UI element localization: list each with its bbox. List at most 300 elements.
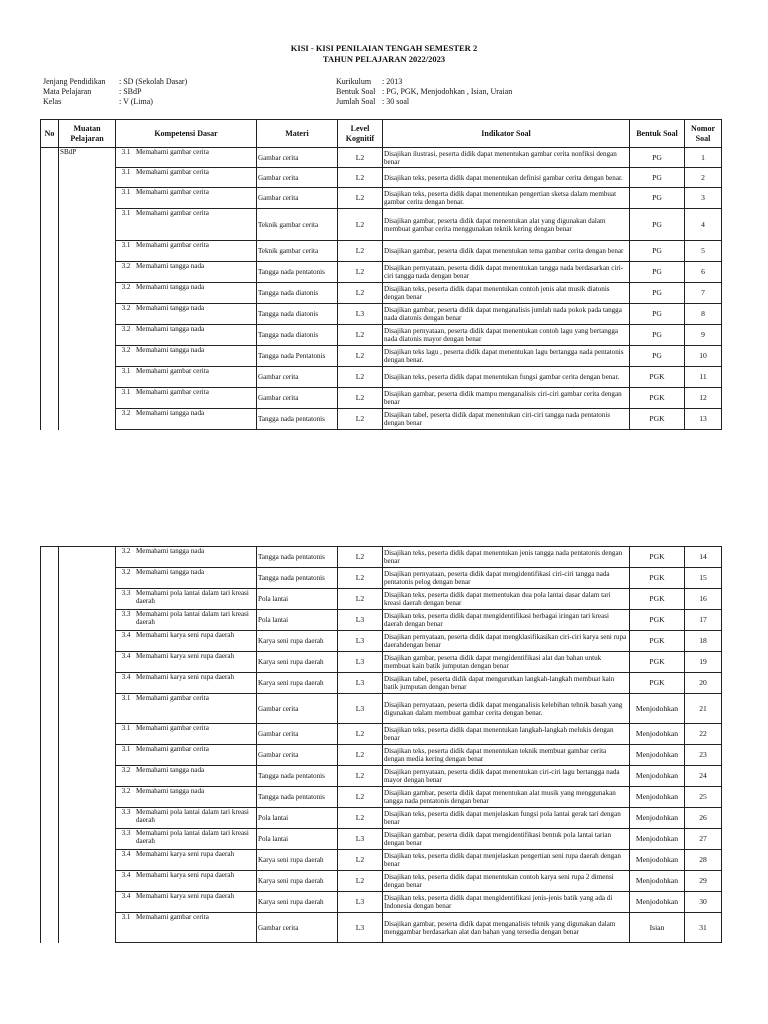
cell-muatan	[59, 188, 116, 209]
cell-indikator: Disajikan teks, peserta didik dapat mementukan dua pola lantai dasar dalam tari kreasi daerah dengan benar	[383, 589, 630, 610]
cell-bentuk-soal: Menjodohkan	[630, 892, 685, 913]
table-row	[41, 724, 722, 745]
cell-bentuk-soal: Isian	[630, 913, 685, 943]
cell-no	[41, 787, 59, 808]
cell-bentuk-soal: Menjodohkan	[630, 829, 685, 850]
cell-nomor-soal: 22	[685, 724, 722, 745]
kd-text: Memahami tangga nada	[136, 766, 205, 774]
kd-text: Memahami tangga nada	[136, 304, 205, 312]
cell-kompetensi-dasar	[116, 652, 257, 673]
kd-number: 3.4	[121, 652, 131, 660]
info-value: : SBdP	[119, 87, 142, 96]
cell-level: L3	[338, 694, 383, 724]
kd-text: Memahami tangga nada	[136, 409, 205, 417]
cell-no	[41, 808, 59, 829]
cell-bentuk-soal: PG	[630, 168, 685, 188]
cell-nomor-soal: 5	[685, 241, 722, 262]
table-row	[41, 808, 722, 829]
cell-materi: Gambar cerita	[257, 694, 338, 724]
cell-kompetensi-dasar	[116, 892, 257, 913]
table-row	[41, 787, 722, 808]
kd-text: Memahami pola lantai dalam tari kreasi daerah	[136, 808, 249, 824]
cell-no	[41, 168, 59, 188]
kd-number: 3.3	[121, 808, 131, 816]
cell-level: L2	[338, 568, 383, 589]
cell-nomor-soal: 14	[685, 547, 722, 568]
cell-kompetensi-dasar	[116, 631, 257, 652]
cell-materi: Gambar cerita	[257, 388, 338, 409]
cell-nomor-soal: 10	[685, 346, 722, 367]
kd-text: Memahami tangga nada	[136, 283, 205, 291]
cell-indikator: Disajikan pernyataan, peserta didik dapat mengidentifikasi ciri-ciri tangga nada pentatonis pelog dengan benar	[383, 568, 630, 589]
cell-level: L2	[338, 283, 383, 304]
cell-muatan	[59, 892, 116, 913]
cell-level: L3	[338, 610, 383, 631]
cell-no	[41, 766, 59, 787]
cell-no	[41, 673, 59, 694]
cell-nomor-soal: 23	[685, 745, 722, 766]
cell-kompetensi-dasar	[116, 589, 257, 610]
cell-no	[41, 209, 59, 241]
cell-level: L2	[338, 388, 383, 409]
table-row	[41, 262, 722, 283]
cell-bentuk-soal: PG	[630, 304, 685, 325]
cell-materi: Tangga nada pentatonis	[257, 787, 338, 808]
cell-bentuk-soal: Menjodohkan	[630, 766, 685, 787]
table-row	[41, 589, 722, 610]
table-row	[41, 892, 722, 913]
cell-level: L2	[338, 724, 383, 745]
cell-nomor-soal: 25	[685, 787, 722, 808]
info-left	[43, 77, 187, 107]
cell-level: L2	[338, 148, 383, 168]
cell-level: L3	[338, 892, 383, 913]
cell-no	[41, 589, 59, 610]
document-title-line2: TAHUN PELAJARAN 2022/2023	[322, 54, 446, 64]
table-row	[41, 694, 722, 724]
cell-kompetensi-dasar	[116, 871, 257, 892]
cell-materi: Karya seni rupa daerah	[257, 850, 338, 871]
cell-level: L3	[338, 913, 383, 943]
kisi-table-page2	[40, 546, 722, 943]
cell-materi: Gambar cerita	[257, 724, 338, 745]
kd-number: 3.2	[121, 325, 131, 333]
cell-muatan	[59, 325, 116, 346]
cell-materi: Teknik gambar cerita	[257, 241, 338, 262]
cell-muatan	[59, 652, 116, 673]
cell-no	[41, 409, 59, 430]
cell-kompetensi-dasar	[116, 168, 257, 188]
cell-muatan: SBdP	[59, 148, 116, 168]
cell-level: L2	[338, 409, 383, 430]
cell-indikator: Disajikan gambar, peserta didik mampu menganalisis ciri-ciri gambar cerita dengan benar	[383, 388, 630, 409]
cell-materi: Karya seni rupa daerah	[257, 631, 338, 652]
info-key: Jenjang Pendidikan	[43, 77, 106, 86]
cell-muatan	[59, 241, 116, 262]
cell-materi: Karya seni rupa daerah	[257, 673, 338, 694]
table-row	[41, 610, 722, 631]
cell-materi: Tangga nada pentatonis	[257, 409, 338, 430]
cell-level: L2	[338, 346, 383, 367]
cell-no	[41, 283, 59, 304]
cell-indikator: Disajikan teks, peserta didik dapat menentukan langkah-langkah melukis dengan benar	[383, 724, 630, 745]
info-value: : 30 soal	[382, 97, 410, 106]
cell-indikator: Disajikan pernyataan, peserta didik dapat menentukan contoh lagu yang bertangga nada diatonis mayor dengan benar	[383, 325, 630, 346]
table-row	[41, 325, 722, 346]
cell-indikator: Disajikan pernyataan, peserta didik dapat menganalisis kelebihan tehnik basah yang digunakan dalam membuat gambar cerita dengan benar.	[383, 694, 630, 724]
cell-materi: Gambar cerita	[257, 188, 338, 209]
cell-indikator: Disajikan gambar, peserta didik dapat menentukan alat yang digunakan dalam membuat gambar cerita menggunakan teknik kering dengan benar	[383, 209, 630, 241]
cell-muatan	[59, 409, 116, 430]
cell-nomor-soal: 13	[685, 409, 722, 430]
table-row	[41, 346, 722, 367]
table-row	[41, 209, 722, 241]
cell-indikator: Disajikan pernyataan, peserta didik dapat mengklasifikasikan ciri-ciri karya seni rupa daerahdengan benar	[383, 631, 630, 652]
cell-nomor-soal: 28	[685, 850, 722, 871]
cell-indikator: Disajikan gambar, peserta didik dapat mengidentifikasi alat dan bahan untuk membuat kain batik jumputan dengan benar	[383, 652, 630, 673]
kd-text: Memahami tangga nada	[136, 325, 205, 333]
cell-bentuk-soal: PG	[630, 209, 685, 241]
cell-kompetensi-dasar	[116, 188, 257, 209]
cell-no	[41, 367, 59, 388]
cell-nomor-soal: 26	[685, 808, 722, 829]
table-row	[41, 367, 722, 388]
cell-no	[41, 262, 59, 283]
cell-nomor-soal: 20	[685, 673, 722, 694]
cell-materi: Tangga nada diatonis	[257, 304, 338, 325]
cell-materi: Tangga nada pentatonis	[257, 262, 338, 283]
kd-text: Memahami karya seni rupa daerah	[136, 652, 235, 660]
cell-nomor-soal: 21	[685, 694, 722, 724]
cell-materi: Pola lantai	[257, 610, 338, 631]
table-row	[41, 148, 722, 168]
cell-bentuk-soal: Menjodohkan	[630, 745, 685, 766]
cell-level: L3	[338, 829, 383, 850]
table-row	[41, 283, 722, 304]
kd-text: Memahami gambar cerita	[136, 168, 209, 176]
cell-level: L2	[338, 168, 383, 188]
cell-level: L2	[338, 241, 383, 262]
cell-level: L2	[338, 209, 383, 241]
cell-kompetensi-dasar	[116, 829, 257, 850]
cell-kompetensi-dasar	[116, 304, 257, 325]
cell-bentuk-soal: PG	[630, 283, 685, 304]
kd-text: Memahami karya seni rupa daerah	[136, 673, 235, 681]
kd-text: Memahami tangga nada	[136, 787, 205, 795]
cell-nomor-soal: 27	[685, 829, 722, 850]
table-row	[41, 850, 722, 871]
cell-no	[41, 652, 59, 673]
kd-text: Memahami gambar cerita	[136, 209, 209, 217]
kd-number: 3.4	[121, 631, 131, 639]
kd-text: Memahami pola lantai dalam tari kreasi daerah	[136, 829, 249, 845]
kd-text: Memahami tangga nada	[136, 568, 205, 576]
cell-nomor-soal: 1	[685, 148, 722, 168]
table-row	[41, 745, 722, 766]
cell-nomor-soal: 2	[685, 168, 722, 188]
cell-nomor-soal: 24	[685, 766, 722, 787]
cell-kompetensi-dasar	[116, 262, 257, 283]
cell-kompetensi-dasar	[116, 766, 257, 787]
cell-no	[41, 388, 59, 409]
cell-level: L3	[338, 673, 383, 694]
cell-muatan	[59, 589, 116, 610]
cell-kompetensi-dasar	[116, 241, 257, 262]
cell-muatan	[59, 610, 116, 631]
cell-no	[41, 829, 59, 850]
cell-muatan	[59, 913, 116, 943]
info-key: Jumlah Soal	[336, 97, 376, 106]
cell-bentuk-soal: PGK	[630, 367, 685, 388]
kd-text: Memahami pola lantai dalam tari kreasi daerah	[136, 610, 249, 626]
document-title-line1: KISI - KISI PENILAIAN TENGAH SEMESTER 2	[290, 43, 478, 53]
col-header-nomor: Nomor Soal	[685, 120, 722, 148]
kd-text: Memahami gambar cerita	[136, 241, 209, 249]
cell-no	[41, 547, 59, 568]
cell-kompetensi-dasar	[116, 787, 257, 808]
cell-level: L2	[338, 262, 383, 283]
cell-level: L2	[338, 547, 383, 568]
info-value: : PG, PGK, Menjodohkan , Isian, Uraian	[382, 87, 513, 96]
cell-nomor-soal: 12	[685, 388, 722, 409]
cell-materi: Gambar cerita	[257, 913, 338, 943]
cell-bentuk-soal: Menjodohkan	[630, 694, 685, 724]
cell-no	[41, 346, 59, 367]
cell-kompetensi-dasar	[116, 325, 257, 346]
cell-materi: Gambar cerita	[257, 745, 338, 766]
cell-indikator: Disajikan gambar, peserta didik dapat menganalisis tehnik yang digunakan dalam menggambar berdasarkan alat dan bahan yang tersedia dengan benar	[383, 913, 630, 943]
table-row	[41, 652, 722, 673]
cell-no	[41, 610, 59, 631]
cell-indikator: Disajikan gambar, peserta didik dapat menentukan alat musik yang menggunakan tangga nada pentatonis dengan benar	[383, 787, 630, 808]
cell-indikator: Disajikan teks, peserta didik dapat mengidentifikasi jenis-jenis batik yang ada di Indonesia dengan benar	[383, 892, 630, 913]
cell-no	[41, 694, 59, 724]
cell-nomor-soal: 18	[685, 631, 722, 652]
cell-nomor-soal: 15	[685, 568, 722, 589]
cell-materi: Tangga nada diatonis	[257, 325, 338, 346]
cell-bentuk-soal: PGK	[630, 610, 685, 631]
cell-muatan	[59, 568, 116, 589]
info-value: : SD (Sekolah Dasar)	[119, 77, 188, 86]
kd-text: Memahami gambar cerita	[136, 724, 209, 732]
cell-muatan	[59, 547, 116, 568]
cell-materi: Gambar cerita	[257, 367, 338, 388]
table-row	[41, 304, 722, 325]
cell-level: L2	[338, 589, 383, 610]
cell-materi: Karya seni rupa daerah	[257, 892, 338, 913]
cell-muatan	[59, 850, 116, 871]
cell-no	[41, 850, 59, 871]
cell-level: L3	[338, 304, 383, 325]
table-row	[41, 388, 722, 409]
cell-level: L3	[338, 652, 383, 673]
cell-bentuk-soal: PGK	[630, 388, 685, 409]
table-row	[41, 631, 722, 652]
kd-text: Memahami karya seni rupa daerah	[136, 892, 235, 900]
cell-materi: Karya seni rupa daerah	[257, 652, 338, 673]
kd-text: Memahami gambar cerita	[136, 745, 209, 753]
info-value: : 2013	[382, 77, 403, 86]
cell-materi: Tangga nada pentatonis	[257, 547, 338, 568]
info-key: Kelas	[43, 97, 62, 106]
cell-materi: Gambar cerita	[257, 148, 338, 168]
cell-muatan	[59, 871, 116, 892]
col-header-indikator: Indikator Soal	[383, 120, 630, 148]
cell-nomor-soal: 11	[685, 367, 722, 388]
cell-bentuk-soal: Menjodohkan	[630, 787, 685, 808]
kd-text: Memahami gambar cerita	[136, 388, 209, 396]
cell-materi: Gambar cerita	[257, 168, 338, 188]
cell-level: L2	[338, 766, 383, 787]
cell-indikator: Disajikan ilustrasi, peserta didik dapat menentukan gambar cerita nonfiksi dengan benar	[383, 148, 630, 168]
kd-number: 3.3	[121, 829, 131, 837]
table-row	[41, 547, 722, 568]
cell-nomor-soal: 6	[685, 262, 722, 283]
cell-nomor-soal: 30	[685, 892, 722, 913]
cell-bentuk-soal: PG	[630, 262, 685, 283]
kd-text: Memahami gambar cerita	[136, 148, 209, 156]
kd-text: Memahami tangga nada	[136, 547, 205, 555]
col-header-level: Level Kognitif	[338, 120, 383, 148]
cell-level: L2	[338, 325, 383, 346]
kd-number: 3.2	[121, 568, 131, 576]
kd-number: 3.2	[121, 304, 131, 312]
cell-bentuk-soal: PGK	[630, 589, 685, 610]
cell-kompetensi-dasar	[116, 209, 257, 241]
kd-text: Memahami pola lantai dalam tari kreasi daerah	[136, 589, 249, 605]
kd-number: 3.1	[121, 188, 131, 196]
cell-indikator: Disajikan pernyataan, peserta didik dapat menentukan tangga nada berdasarkan ciri-ciri tangga nada dengan benar	[383, 262, 630, 283]
cell-indikator: Disajikan teks, peserta didik dapat mengidentifikasi berbagai iringan tari kreasi daerah dengan benar	[383, 610, 630, 631]
cell-level: L3	[338, 631, 383, 652]
cell-level: L2	[338, 745, 383, 766]
cell-nomor-soal: 17	[685, 610, 722, 631]
cell-kompetensi-dasar	[116, 724, 257, 745]
kd-text: Memahami gambar cerita	[136, 694, 209, 702]
cell-no	[41, 631, 59, 652]
cell-no	[41, 148, 59, 168]
cell-muatan	[59, 304, 116, 325]
kd-number: 3.4	[121, 673, 131, 681]
info-key: Mata Pelajaran	[43, 87, 92, 96]
cell-nomor-soal: 16	[685, 589, 722, 610]
table-row	[41, 188, 722, 209]
table-row	[41, 913, 722, 943]
cell-muatan	[59, 209, 116, 241]
cell-no	[41, 745, 59, 766]
cell-kompetensi-dasar	[116, 388, 257, 409]
cell-muatan	[59, 346, 116, 367]
table-row	[41, 241, 722, 262]
cell-kompetensi-dasar	[116, 850, 257, 871]
cell-indikator: Disajikan pernyataan, peserta didik dapat menentukan ciri-ciri lagu bertangga nada mayor dengan benar	[383, 766, 630, 787]
cell-materi: Tangga nada pentatonis	[257, 568, 338, 589]
kd-text: Memahami gambar cerita	[136, 913, 209, 921]
cell-kompetensi-dasar	[116, 694, 257, 724]
cell-muatan	[59, 367, 116, 388]
table-row	[41, 168, 722, 188]
info-value: : V (Lima)	[119, 97, 153, 106]
cell-bentuk-soal: PGK	[630, 568, 685, 589]
cell-bentuk-soal: PG	[630, 346, 685, 367]
cell-muatan	[59, 631, 116, 652]
cell-level: L2	[338, 871, 383, 892]
cell-no	[41, 568, 59, 589]
cell-bentuk-soal: Menjodohkan	[630, 871, 685, 892]
cell-indikator: Disajikan teks, peserta didik dapat menentukan contoh karya seni rupa 2 dimensi dengan benar	[383, 871, 630, 892]
kd-number: 3.2	[121, 346, 131, 354]
kd-number: 3.2	[121, 547, 131, 555]
cell-muatan	[59, 673, 116, 694]
kd-number: 3.1	[121, 913, 131, 921]
kd-number: 3.1	[121, 168, 131, 176]
kd-number: 3.2	[121, 409, 131, 417]
kd-text: Memahami gambar cerita	[136, 367, 209, 375]
cell-indikator: Disajikan teks, peserta didik dapat menentukan pengertian sketsa dalam membuat gambar cerita dengan benar.	[383, 188, 630, 209]
kd-text: Memahami karya seni rupa daerah	[136, 631, 235, 639]
cell-bentuk-soal: PGK	[630, 631, 685, 652]
cell-kompetensi-dasar	[116, 367, 257, 388]
cell-materi: Pola lantai	[257, 808, 338, 829]
kd-number: 3.2	[121, 787, 131, 795]
kd-text: Memahami tangga nada	[136, 346, 205, 354]
cell-no	[41, 241, 59, 262]
cell-muatan	[59, 694, 116, 724]
cell-kompetensi-dasar	[116, 547, 257, 568]
cell-bentuk-soal: PG	[630, 241, 685, 262]
col-header-no: No	[41, 120, 59, 148]
cell-level: L2	[338, 188, 383, 209]
cell-muatan	[59, 388, 116, 409]
cell-materi: Pola lantai	[257, 589, 338, 610]
cell-no	[41, 892, 59, 913]
cell-bentuk-soal: PG	[630, 325, 685, 346]
cell-muatan	[59, 262, 116, 283]
cell-bentuk-soal: Menjodohkan	[630, 850, 685, 871]
col-header-materi: Materi	[257, 120, 338, 148]
info-key: Bentuk Soal	[336, 87, 376, 96]
info-key: Kurikulum	[336, 77, 372, 86]
cell-kompetensi-dasar	[116, 346, 257, 367]
cell-kompetensi-dasar	[116, 283, 257, 304]
cell-level: L2	[338, 787, 383, 808]
cell-muatan	[59, 829, 116, 850]
table-row	[41, 568, 722, 589]
cell-materi: Karya seni rupa daerah	[257, 871, 338, 892]
cell-indikator: Disajikan gambar, peserta didik dapat menentukan tema gambar cerita dengan benar	[383, 241, 630, 262]
kd-number: 3.2	[121, 766, 131, 774]
cell-nomor-soal: 31	[685, 913, 722, 943]
cell-no	[41, 724, 59, 745]
kd-number: 3.1	[121, 209, 131, 217]
kd-number: 3.1	[121, 694, 131, 702]
cell-indikator: Disajikan teks, peserta didik dapat menentukan contoh jenis alat musik diatonis dengan benar	[383, 283, 630, 304]
cell-bentuk-soal: Menjodohkan	[630, 724, 685, 745]
cell-no	[41, 871, 59, 892]
cell-no	[41, 188, 59, 209]
cell-materi: Tangga nada pentatonis	[257, 766, 338, 787]
cell-bentuk-soal: PGK	[630, 673, 685, 694]
cell-nomor-soal: 19	[685, 652, 722, 673]
cell-bentuk-soal: PGK	[630, 547, 685, 568]
cell-kompetensi-dasar	[116, 610, 257, 631]
cell-muatan	[59, 808, 116, 829]
table-row	[41, 409, 722, 430]
table-row	[41, 829, 722, 850]
kd-number: 3.2	[121, 262, 131, 270]
cell-indikator: Disajikan teks, peserta didik dapat menentukan fungsi gambar cerita dengan benar.	[383, 367, 630, 388]
col-header-kd: Kompetensi Dasar	[116, 120, 257, 148]
